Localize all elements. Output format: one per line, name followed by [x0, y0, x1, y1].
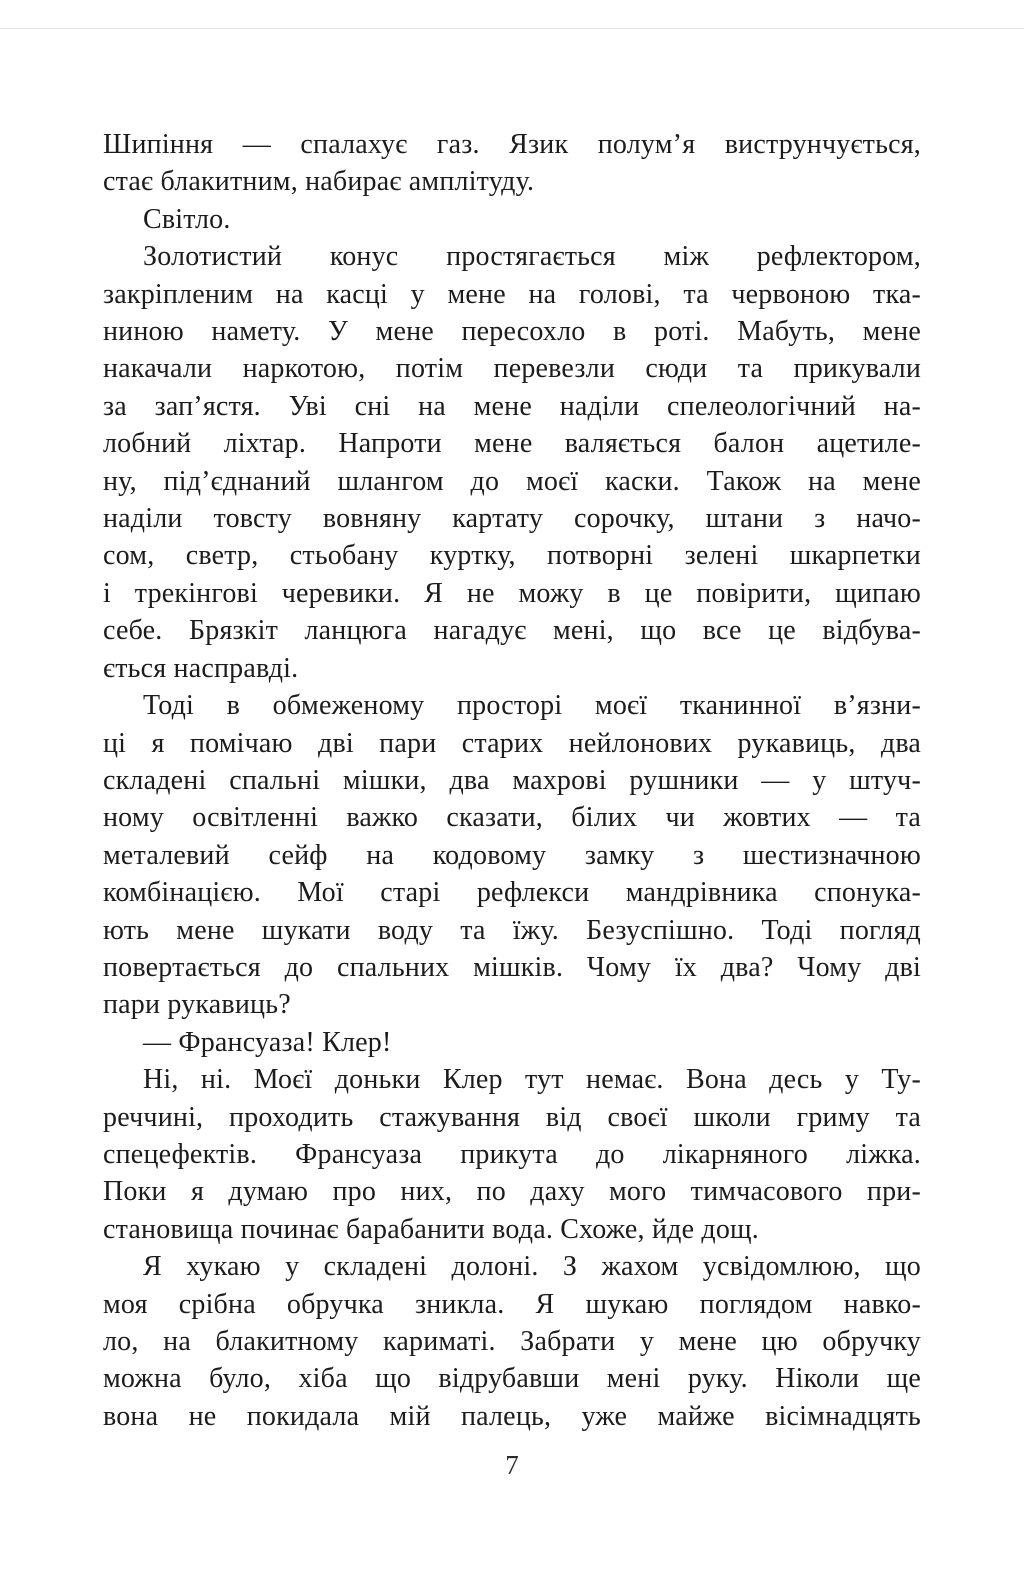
text-line: Золотистий конус простягається між рефлектором, — [143, 241, 921, 273]
text-line: Ні, ні. Моєї доньки Клер тут немає. Вона десь у Ту- — [143, 1064, 921, 1096]
text-line: складені спальні мішки, два махрові рушники — у штуч- — [103, 764, 921, 796]
text-line: наділи товсту вовняну картату сорочку, штани з начо- — [103, 503, 921, 535]
text-line: Тоді в обмеженому просторі моєї тканинної в’язни- — [143, 690, 921, 722]
text-line: лобний ліхтар. Напроти мене валяється балон ацетиле- — [103, 428, 921, 460]
text-line: ному освітленні важко сказати, білих чи жовтих — та — [103, 802, 921, 834]
text-line: пари рукавиць? — [103, 989, 291, 1021]
text-line: Поки я думаю про них, по даху мого тимчасового при- — [103, 1176, 921, 1208]
text-line: вона не покидала мій палець, уже майже вісімнадцять — [103, 1400, 921, 1432]
text-line: моя срібна обручка зникла. Я шукаю поглядом навко- — [103, 1288, 921, 1320]
text-line: сом, светр, стьобану куртку, потворні зелені шкарпетки — [103, 540, 921, 572]
text-line: повертається до спальних мішків. Чому їх два? Чому дві — [103, 951, 921, 983]
text-line: металевий сейф на кодовому замку з шестизначною — [103, 839, 921, 871]
text-line: реччині, проходить стажування від своєї школи гриму та — [103, 1101, 921, 1133]
text-line: ниною намету. У мене пересохло в роті. Мабуть, мене — [103, 316, 921, 348]
text-line: стає блакитним, набирає амплітуду. — [103, 166, 535, 198]
text-line: ну, під’єднаний шлангом до моєї каски. Також на мене — [103, 465, 921, 497]
text-line: ється насправді. — [103, 652, 299, 684]
text-block — [103, 126, 921, 1435]
text-line: комбінацією. Мої старі рефлекси мандрівника спонука- — [103, 877, 921, 909]
text-line: і трекінгові черевики. Я не можу в це повірити, щипаю — [103, 577, 921, 609]
text-line: за зап’ястя. Уві сні на мене наділи спелеологічний на- — [103, 390, 921, 422]
text-line: накачали наркотою, потім перевезли сюди та прикували — [103, 353, 921, 385]
text-line: закріпленим на касці у мене на голові, та червоною тка- — [103, 278, 921, 310]
text-line: себе. Брязкіт ланцюга нагадує мені, що все це відбува- — [103, 615, 921, 647]
text-line: ло, на блакитному кариматі. Забрати у мене цю обручку — [103, 1326, 921, 1357]
text-line: можна було, хіба що відрубавши мені руку. Ніколи ще — [103, 1363, 921, 1395]
text-line: Світло. — [143, 203, 231, 235]
text-line: — Франсуаза! Клер! — [143, 1026, 392, 1058]
text-line: спецефектів. Франсуаза прикута до лікарняного ліжка. — [103, 1138, 921, 1170]
text-line: Я хукаю у складені долоні. З жахом усвідомлюю, що — [143, 1251, 921, 1283]
text-line: становища починає барабанити вода. Схоже, йде дощ. — [103, 1213, 760, 1245]
page-top-edge-line — [0, 28, 1024, 29]
page-number: 7 — [505, 1450, 519, 1480]
text-line: ють мене шукати воду та їжу. Безуспішно. Тоді погляд — [103, 914, 921, 946]
text-line: ці я помічаю дві пари старих нейлонових рукавиць, два — [103, 727, 921, 759]
text-line: Шипіння — спалахує газ. Язик полум’я виструнчується, — [103, 129, 921, 160]
